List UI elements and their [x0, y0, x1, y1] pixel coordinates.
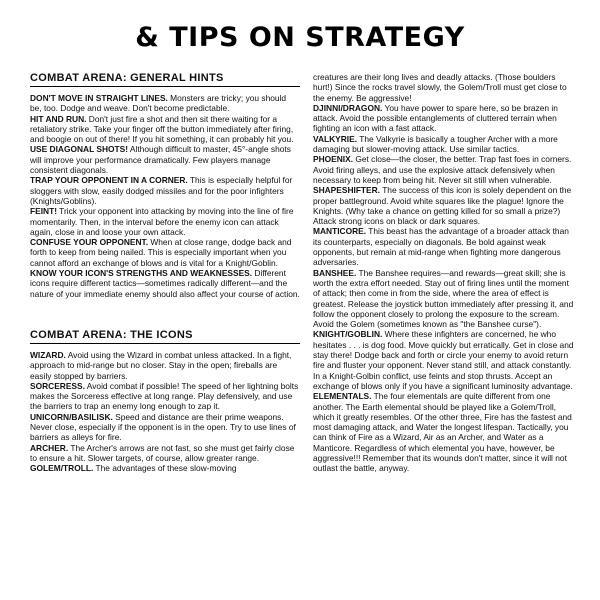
- hint-text: The four elementals are quite different from one another. The Earth elemental should be played like a Golem/Troll, which it greatly resembles. Of the other three, Fire has the fastest and most damaging attack, and Water the longest lifespan. Tactically, you can think of Fire as a Wizard, Air as an Archer, and Water as a Manticore. Regardless of which elemental you have, however, be aggressive!!! Remember that its wounds don't matter, since it will not outlast the battle, anyway.: [313, 391, 572, 474]
- hint-text: Speed and distance are their prime weapons. Never close, especially if the opponent is in the open. Try to use lines of barriers as alleys for fire.: [30, 411, 296, 443]
- hint-text: creatures are their long lives and deadly attacks. (Those boulders hurt!) Since the rocks travel slowly, the Golem/Troll must get close to the enemy. Be aggressive!: [313, 72, 567, 103]
- section-heading-general-hints: COMBAT ARENA: GENERAL HINTS: [30, 72, 300, 87]
- hint-keyword: SHAPESHIFTER.: [313, 185, 381, 196]
- hint-paragraph: [313, 154, 575, 185]
- hint-paragraph: [313, 391, 575, 473]
- hint-paragraph: [313, 226, 575, 267]
- hint-paragraph: [30, 268, 300, 299]
- hint-keyword: CONFUSE YOUR OPPONENT.: [30, 237, 149, 248]
- hint-keyword: FEINT!: [30, 206, 57, 217]
- hint-keyword: BANSHEE.: [313, 267, 357, 278]
- hint-text: The advantages of these slow-moving: [93, 463, 237, 474]
- hint-text: This is especially helpful for sloggers with slow, easily dodged missiles and for the poor infighters (Knights/Goblins).: [30, 175, 293, 206]
- hint-text: Avoid using the Wizard in combat unless attacked. In a fight, approach to mid-range but no closer. Stay in the open; fireballs are easily stopped by barriers.: [30, 349, 292, 381]
- hint-keyword: UNICORN/BASILISK.: [30, 411, 113, 422]
- hint-text: The Archer's arrows are not fast, so she must get fairly close to ensure a hit. Slower targets, of course, allow greater range.: [30, 442, 295, 463]
- hint-keyword: TRAP YOUR OPPONENT IN A CORNER.: [30, 175, 188, 186]
- page-title: & TIPS ON STRATEGY: [135, 22, 465, 53]
- section-heading-icons: COMBAT ARENA: THE ICONS: [30, 329, 300, 344]
- hint-keyword: KNIGHT/GOBLIN.: [313, 329, 383, 340]
- icons-list-continued: [313, 72, 575, 474]
- hint-keyword: ELEMENTALS.: [313, 391, 372, 402]
- hint-text: Where these infighters are concerned, he who hesitates . . . is dog food. Move quickly but erratically. Get in close and stay there! Dodge back and forth or circle your enemy to avoid return fire and fluster your opponent. Never stand still, and attack constantly. In a Knight-Golbin conflict, use feints and stop thrusts. Accept an exchange of blows only if you have a significant luminosity advantage.: [313, 329, 574, 391]
- hint-text: Avoid combat if possible! The speed of her lightning bolts makes the Sorceress effective at long range. Play defensively, and use the barriers to trap an enemy long enough to zap it.: [30, 380, 299, 412]
- hint-paragraph: [313, 103, 575, 134]
- hint-text: Although difficult to master, 45°-angle shots will improve your performance dramatically. Few players manage consistent diagonals.: [30, 144, 291, 176]
- hint-text: Don't just fire a shot and then sit there waiting for a retaliatory strike. Take your finger off the button immediately after firing, and boogie on out of there! If you hit something, it can probably hit you.: [30, 113, 294, 145]
- hint-keyword: MANTICORE.: [313, 226, 367, 237]
- hint-keyword: VALKYRIE.: [313, 133, 358, 144]
- hint-keyword: HIT AND RUN.: [30, 113, 87, 124]
- right-column: [313, 72, 575, 474]
- hint-text: Different icons require different tactics—sometimes radically different—and the nature of your immediate enemy should also affect your course of action.: [30, 268, 300, 299]
- hint-paragraph: [30, 144, 300, 175]
- hint-keyword: GOLEM/TROLL.: [30, 463, 94, 474]
- left-column: [30, 72, 300, 474]
- hint-text: When at close range, dodge back and forth to keep from being nailed. This is especially important when you cannot afford an exchange of blows and is vital for a Knight/Goblin.: [30, 237, 292, 268]
- hint-paragraph: [313, 268, 575, 330]
- hint-paragraph: [313, 134, 575, 155]
- hint-text: The Banshee requires—and rewards—great skill; she is worth the extra effort needed. Stay out of firing lines until the moment of attack; then come in from the side, where the area of effect is greatest. Release the joystick button immediately after pressing it, and follow the opponent closely to prolong the exposure to the scream. Avoid the Golem (sometimes known as "the Banshee curse").: [313, 267, 574, 330]
- hint-keyword: DON'T MOVE IN STRAIGHT LINES.: [30, 93, 168, 103]
- hint-paragraph: [30, 412, 300, 443]
- hint-paragraph: [30, 350, 300, 381]
- hint-paragraph: [313, 185, 575, 226]
- hint-paragraph: [30, 93, 300, 114]
- hint-keyword: ARCHER.: [30, 442, 69, 453]
- hint-text: The success of this icon is solely dependent on the proper battleground. Avoid white squares like the plague! Ignore the Knights. (Why take a chance on getting killed for so small a prize?) Attack strong icons on black or dark squares.: [313, 185, 572, 227]
- hint-paragraph: [313, 329, 575, 391]
- hint-keyword: USE DIAGONAL SHOTS!: [30, 144, 129, 155]
- hint-keyword: WIZARD.: [30, 349, 66, 360]
- hint-paragraph: [30, 381, 300, 412]
- hint-text: You have power to spare here, so be brazen in attack. Avoid the possible entanglements of cluttered terrain when fighting an icon with a fast attack.: [313, 102, 558, 134]
- hint-paragraph: [30, 237, 300, 268]
- hint-keyword: DJINNI/DRAGON.: [313, 102, 383, 113]
- hint-paragraph: [30, 463, 300, 473]
- hint-paragraph: [30, 114, 300, 145]
- hint-paragraph: [30, 175, 300, 206]
- hint-text: The Valkyrie is basically a tougher Archer with a more damaging but slower-moving attack. Use similar tactics.: [313, 133, 558, 155]
- hint-keyword: SORCERESS.: [30, 380, 85, 391]
- hint-text: Monsters are tricky; you should be, too. Dodge and weave. Don't become predictable.: [30, 93, 287, 114]
- hint-text: Get close—the closer, the better. Trap fast foes in corners. Avoid firing alleys, and use the explosive attack defensively when necessary to keep from being hit. Never sit still when vulnerable.: [313, 154, 572, 185]
- hint-paragraph: [313, 72, 575, 103]
- hint-paragraph: [30, 206, 300, 237]
- icons-list: [30, 350, 300, 474]
- general-hints-list: [30, 93, 300, 299]
- hint-keyword: PHOENIX.: [313, 154, 354, 165]
- hint-text: Trick your opponent into attacking by moving into the line of fire momentarily. Then, in the interval before the enemy icon can attack again, close in and loose your own attack.: [30, 206, 294, 237]
- hint-keyword: KNOW YOUR ICON'S STRENGTHS AND WEAKNESSES.: [30, 268, 253, 279]
- hint-paragraph: [30, 443, 300, 464]
- hint-text: This beast has the advantage of a broader attack than its counterparts, especially on diagonals. Be bold against weak opponents, but remain at mid-range when fighting more dangerous adversaries.: [313, 226, 569, 268]
